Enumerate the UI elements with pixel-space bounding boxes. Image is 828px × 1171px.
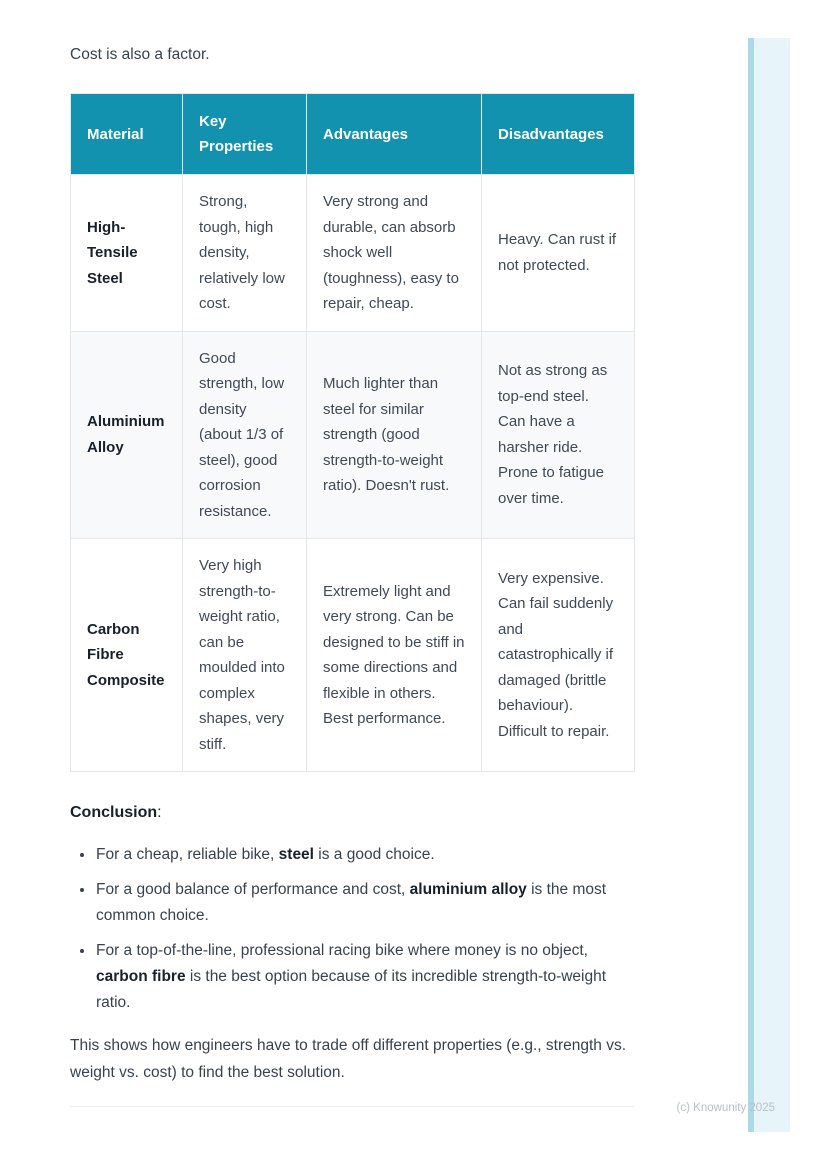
bullet-text: For a top-of-the-line, professional racing bike where money is no object, — [96, 942, 588, 959]
conclusion-heading-text: Conclusion — [70, 804, 158, 821]
key-properties-cell: Very high strength-to-weight ratio, can be moulded into complex shapes, very stiff. — [183, 539, 307, 772]
bullet-bold-text: carbon fibre — [96, 968, 186, 985]
advantages-cell: Very strong and durable, can absorb shock well (toughness), easy to repair, cheap. — [307, 175, 482, 332]
conclusion-bullet-steel — [95, 842, 634, 868]
advantages-cell: Much lighter than steel for similar strength (good strength-to-weight ratio). Doesn't rust. — [307, 331, 482, 539]
conclusion-bullet-aluminium — [95, 877, 634, 929]
conclusion-heading — [70, 801, 634, 825]
disadvantages-cell: Heavy. Can rust if not protected. — [482, 175, 635, 332]
table-row-carbon — [71, 539, 635, 772]
table-row-steel — [71, 175, 635, 332]
disadvantages-cell: Very expensive. Can fail suddenly and catastrophically if damaged (brittle behaviour). Difficult to repair. — [482, 539, 635, 772]
bullet-bold-text: steel — [278, 846, 314, 863]
key-properties-cell: Good strength, low density (about 1/3 of steel), good corrosion resistance. — [183, 331, 307, 539]
divider — [70, 1106, 634, 1107]
key-properties-cell: Strong, tough, high density, relatively low cost. — [183, 175, 307, 332]
column-header-key-properties: Key Properties — [183, 94, 307, 175]
bullet-text: is the most common choice. — [96, 881, 607, 924]
material-name-cell: High-Tensile Steel — [71, 175, 183, 332]
column-header-advantages: Advantages — [307, 94, 482, 175]
material-name-cell: Aluminium Alloy — [71, 331, 183, 539]
watermark: (c) Knowunity 2025 — [676, 1102, 775, 1114]
intro-paragraph: Cost is also a factor. — [70, 46, 210, 63]
bullet-text: is a good choice. — [314, 846, 435, 863]
materials-comparison-table — [70, 93, 635, 772]
column-header-disadvantages: Disadvantages — [482, 94, 635, 175]
bullet-bold-text: aluminium alloy — [409, 881, 527, 898]
conclusion-bullet-list — [70, 842, 634, 1016]
material-name-cell: Carbon Fibre Composite — [71, 539, 183, 772]
column-header-material: Material — [71, 94, 183, 175]
table-row-aluminium — [71, 331, 635, 539]
disadvantages-cell: Not as strong as top-end steel. Can have a harsher ride. Prone to fatigue over time. — [482, 331, 635, 539]
bullet-text: is the best option because of its incredible strength-to-weight ratio. — [96, 968, 607, 1011]
advantages-cell: Extremely light and very strong. Can be designed to be stiff in some directions and flexible in others. Best performance. — [307, 539, 482, 772]
document-content — [70, 43, 634, 1107]
table-header-row — [71, 94, 635, 175]
bullet-text: For a good balance of performance and cost, — [96, 881, 410, 898]
scrollbar-track[interactable] — [748, 38, 790, 1132]
bullet-text: For a cheap, reliable bike, — [96, 846, 279, 863]
conclusion-bullet-carbon — [95, 938, 634, 1016]
closing-paragraph: This shows how engineers have to trade off different properties (e.g., strength vs. weight vs. cost) to find the best solution. — [70, 1037, 627, 1081]
conclusion-heading-colon: : — [157, 804, 162, 821]
